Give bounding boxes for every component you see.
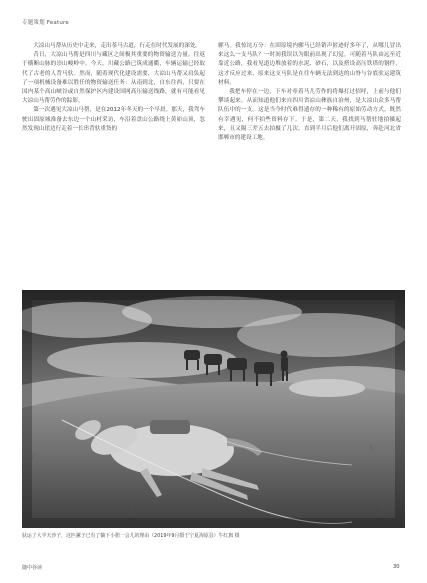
- paragraph: 第一次遇见大凉山马帮，是在2012年冬天的一个早晨。那天，我驾车驶出固原城准备去东边一个山村采访，车沿着盘山公路绕上黄峁山顶，忽然发现山崖边行走着一长串背驮重货的: [22, 107, 205, 132]
- paragraph: 大凉山马帮从历史中走来，走出茶马古道，行走在时代发展的深处。: [33, 43, 202, 49]
- paragraph: 昔日，大凉山马帮是四川与藏区之间极其重要的物资输送力量。往返于横断山脉的崇山峻岭中。今天，川藏公路已筑成通衢，车辆运输已经取代了古老的人背马驮。然而，随着现代化建设需要，大凉山马帮又肩负起了一项机械设备难以胜任的物资输送任务：从南到北，自东往西，只要在国内某个高山峡谷或自然保护区内建设国网高压输送线路，就有可能看见大凉山马帮劳作的踪影。: [22, 52, 205, 105]
- section-header: 专题策划 Feature: [22, 20, 69, 26]
- paragraph: 骡马。我惊诧万分：在固原境内骡马已经销声匿迹好多年了，从哪儿冒出来这么一支马队？一时间我误以为眼前出现了幻觉。可随着马队由远至近靠近公路，我看见道边堆放着的水泥、砂石，以及搭设高压铁塔的钢件，这才反应过来，原来这支马队是在往车辆无法到达的山脊与谷底驮运建筑材料。: [218, 43, 401, 86]
- paragraph: 我把车停在一边，下车对牵着马儿劳作的将爆打过招呼，上前与他们攀谈起来。从而知道他们来自四川省凉山彝族自治州，是大凉山众多马帮队伍中的一支。这是当今时代难得遗存的一种稀有的原始劳动方式，既然有幸遇见，何不拍些资料存下。于是，第二天，我找到马帮驻地拍摄起来，且又隔三差五去拍摄了几次，直到半月后他们离开固原，奔赴河北省邯郸市的建设工地。: [218, 89, 401, 142]
- article-column-right: [218, 42, 401, 143]
- magazine-name: 随中谷读: [22, 565, 43, 571]
- photo-caption: 驮运了大半天沙子，这匹骡子已有了躺下小憩一会儿的理由（2019年9月摄于宁夏海原县）牛红旗 摄: [22, 533, 240, 539]
- article-column-left: [22, 42, 205, 134]
- page-number: 30: [393, 564, 400, 570]
- photo-resting-mule: [22, 290, 405, 528]
